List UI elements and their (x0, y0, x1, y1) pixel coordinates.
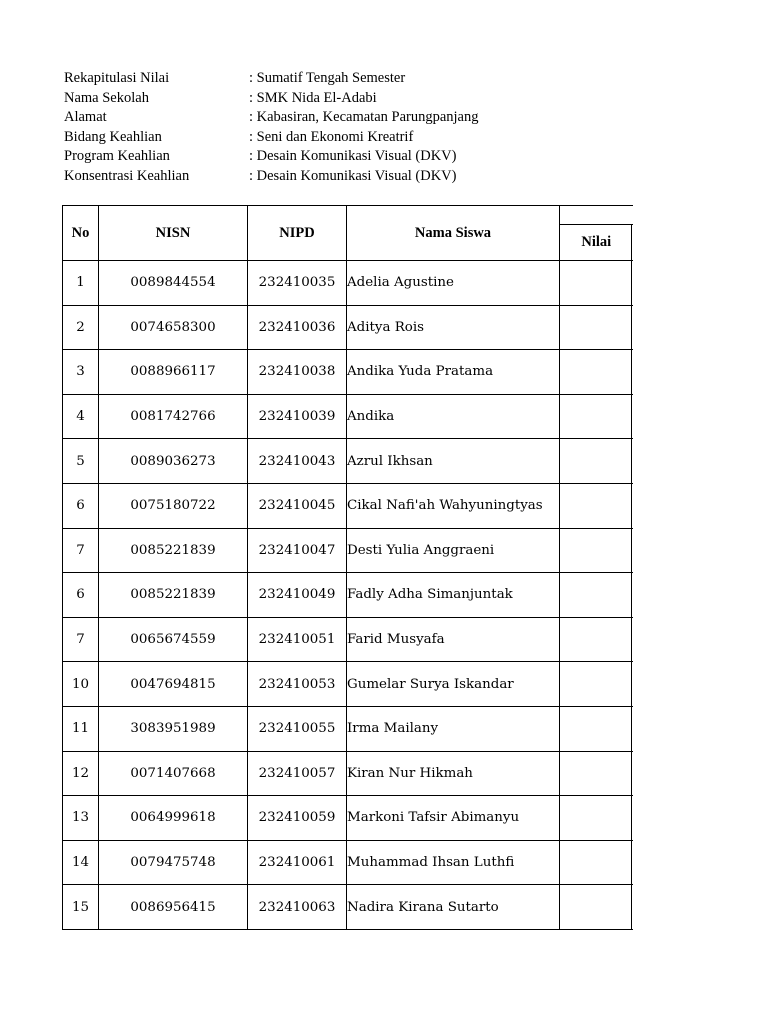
cell-nilai[interactable] (560, 796, 633, 841)
header-nilai: Nilai (560, 225, 633, 261)
cell-nipd: 232410047 (248, 528, 347, 573)
cell-no: 6 (63, 483, 99, 528)
info-label: Konsentrasi Keahlian (64, 167, 190, 184)
cell-nipd: 232410043 (248, 439, 347, 484)
cell-nilai[interactable] (560, 662, 633, 707)
table-row (63, 662, 633, 707)
cell-nama: Farid Musyafa (347, 617, 560, 662)
cell-nilai[interactable] (560, 573, 633, 618)
table-row (63, 305, 633, 350)
cell-no: 2 (63, 305, 99, 350)
table-row (63, 706, 633, 751)
cell-no: 14 (63, 840, 99, 885)
cell-nipd: 232410063 (248, 885, 347, 930)
cell-nisn: 0085221839 (99, 528, 248, 573)
cell-nilai[interactable] (560, 528, 633, 573)
cell-nama: Irma Mailany (347, 706, 560, 751)
table-row (63, 528, 633, 573)
cell-nisn: 0064999618 (99, 796, 248, 841)
cell-no: 5 (63, 439, 99, 484)
header-no: No (63, 206, 99, 261)
cell-nama: Markoni Tafsir Abimanyu (347, 796, 560, 841)
cell-nama: Andika (347, 394, 560, 439)
cell-nipd: 232410045 (248, 483, 347, 528)
cell-nama: Nadira Kirana Sutarto (347, 885, 560, 930)
info-value: : Kabasiran, Kecamatan Parungpanjang (249, 109, 479, 126)
cell-no: 10 (63, 662, 99, 707)
cell-no: 13 (63, 796, 99, 841)
info-label: Nama Sekolah (64, 89, 149, 106)
cell-nisn: 0074658300 (99, 305, 248, 350)
cell-nisn: 3083951989 (99, 706, 248, 751)
table-row (63, 261, 633, 306)
header-group-cell (560, 206, 633, 225)
cell-nisn: 0047694815 (99, 662, 248, 707)
cell-nilai[interactable] (560, 350, 633, 395)
header-nama-siswa: Nama Siswa (347, 206, 560, 261)
cell-nilai[interactable] (560, 840, 633, 885)
cell-nisn: 0089844554 (99, 261, 248, 306)
cell-nilai[interactable] (560, 885, 633, 930)
cell-no: 6 (63, 573, 99, 618)
cell-nama: Andika Yuda Pratama (347, 350, 560, 395)
cell-nisn: 0079475748 (99, 840, 248, 885)
cell-no: 15 (63, 885, 99, 930)
table-row (63, 573, 633, 618)
table-row (63, 439, 633, 484)
cell-nipd: 232410036 (248, 305, 347, 350)
table-row (63, 751, 633, 796)
cell-no: 1 (63, 261, 99, 306)
cell-nisn: 0088966117 (99, 350, 248, 395)
cell-nilai[interactable] (560, 617, 633, 662)
cell-nipd: 232410057 (248, 751, 347, 796)
cell-nipd: 232410055 (248, 706, 347, 751)
table-row (63, 885, 633, 930)
cell-nama: Muhammad Ihsan Luthfi (347, 840, 560, 885)
cell-nilai[interactable] (560, 439, 633, 484)
cell-nipd: 232410038 (248, 350, 347, 395)
cell-no: 11 (63, 706, 99, 751)
table-header-row (63, 206, 633, 225)
cell-nama: Adelia Agustine (347, 261, 560, 306)
cell-nisn: 0089036273 (99, 439, 248, 484)
cell-nipd: 232410051 (248, 617, 347, 662)
cell-nisn: 0085221839 (99, 573, 248, 618)
info-label: Bidang Keahlian (64, 128, 162, 145)
cell-nilai[interactable] (560, 706, 633, 751)
info-label: Program Keahlian (64, 148, 170, 165)
info-value: : Seni dan Ekonomi Kreatrif (249, 128, 414, 145)
cell-nipd: 232410049 (248, 573, 347, 618)
table-row (63, 394, 633, 439)
cell-nama: Azrul Ikhsan (347, 439, 560, 484)
cell-nisn: 0071407668 (99, 751, 248, 796)
cell-nipd: 232410059 (248, 796, 347, 841)
table-row (63, 350, 633, 395)
info-value: : Desain Komunikasi Visual (DKV) (249, 167, 457, 184)
student-grade-table (62, 205, 633, 930)
cell-nama: Kiran Nur Hikmah (347, 751, 560, 796)
cell-nipd: 232410035 (248, 261, 347, 306)
cell-nipd: 232410039 (248, 394, 347, 439)
cell-no: 4 (63, 394, 99, 439)
info-label: Alamat (64, 109, 107, 126)
cell-nisn: 0081742766 (99, 394, 248, 439)
table-row (63, 483, 633, 528)
cell-nilai[interactable] (560, 305, 633, 350)
cell-nama: Cikal Nafi'ah Wahyuningtyas (347, 483, 560, 528)
nilai-column-right-border (631, 224, 632, 930)
table-row (63, 617, 633, 662)
cell-nisn: 0065674559 (99, 617, 248, 662)
table-row (63, 796, 633, 841)
header-nipd: NIPD (248, 206, 347, 261)
cell-nama: Fadly Adha Simanjuntak (347, 573, 560, 618)
cell-no: 12 (63, 751, 99, 796)
cell-nama: Gumelar Surya Iskandar (347, 662, 560, 707)
cell-no: 7 (63, 528, 99, 573)
cell-nilai[interactable] (560, 751, 633, 796)
cell-nisn: 0075180722 (99, 483, 248, 528)
cell-no: 7 (63, 617, 99, 662)
cell-nilai[interactable] (560, 261, 633, 306)
info-value: : Desain Komunikasi Visual (DKV) (249, 148, 457, 165)
cell-nilai[interactable] (560, 483, 633, 528)
info-value: : SMK Nida El-Adabi (249, 89, 377, 106)
cell-nipd: 232410061 (248, 840, 347, 885)
table-row (63, 840, 633, 885)
cell-nilai[interactable] (560, 394, 633, 439)
cell-nipd: 232410053 (248, 662, 347, 707)
info-label: Rekapitulasi Nilai (64, 70, 170, 86)
cell-no: 3 (63, 350, 99, 395)
cell-nama: Aditya Rois (347, 305, 560, 350)
cell-nisn: 0086956415 (99, 885, 248, 930)
header-nisn: NISN (99, 206, 248, 261)
info-value: : Sumatif Tengah Semester (249, 70, 406, 86)
cell-nama: Desti Yulia Anggraeni (347, 528, 560, 573)
